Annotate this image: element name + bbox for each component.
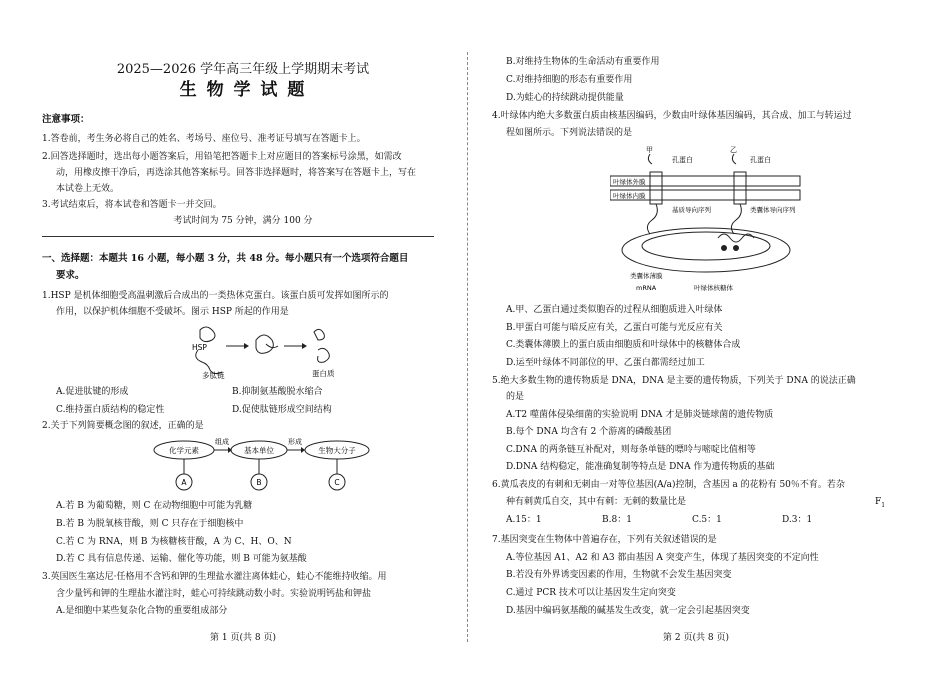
q6-stem-text: 种有刺黄瓜自交，其中有刺：无刺的数量比是: [506, 497, 687, 507]
protein-yi-chain: [732, 154, 736, 164]
subject-title: 生 物 学 试 题: [179, 80, 307, 100]
note-line-3: 动，用橡皮擦干净后，再选涂其他答案标号。回答非选择题时，将答案写在答题卡上，写在: [56, 168, 417, 178]
q7-option-a: A.等位基因 A1、A2 和 A3 都由基因 A 突变产生，体现了基因突变的不定向性: [506, 553, 819, 563]
label-mrna: mRNA: [636, 284, 657, 292]
q1-hsp-figure: [162, 322, 362, 382]
q7-option-b: B.若没有外界诱变因素的作用，生物就不会发生基因突变: [506, 570, 732, 580]
arrow-1-head: [244, 343, 249, 349]
footer-page-1: 第 1 页(共 8 页): [210, 633, 276, 643]
q6-option-a: A.15：1: [506, 515, 542, 525]
label-outer-membrane: 叶绿体外膜: [613, 178, 646, 186]
column-divider: [467, 52, 468, 642]
q3-option-c: C.对维持细胞的形态有重要作用: [506, 75, 633, 85]
imported-protein-jia: [647, 204, 657, 234]
label-pore-1: 孔蛋白: [672, 156, 693, 164]
note-line-4: 本试卷上无效。: [56, 184, 120, 194]
time-info: 考试时间为 75 分钟，满分 100 分: [173, 216, 313, 226]
label-inner-membrane: 叶绿体内膜: [613, 192, 646, 200]
q5-option-c: C.DNA 的两条链互补配对，则每条单链的嘌呤与嘧啶比值相等: [506, 445, 756, 455]
thylakoid-lumen: [642, 232, 770, 260]
q3-option-d: D.为蛙心的持续跳动提供能量: [506, 93, 624, 103]
hsp-label: HSP: [192, 343, 207, 352]
page-2: [492, 0, 900, 673]
node-units-label: 基本单位: [244, 446, 274, 455]
hsp-shape-1: [200, 327, 215, 342]
q4-option-d: D.运至叶绿体不同部位的甲、乙蛋白都需经过加工: [506, 358, 705, 368]
q6-f1-subscript: 1: [881, 501, 886, 509]
q4-stem-1: 4.叶绿体内绝大多数蛋白质由核基因编码，少数由叶绿体基因编码，其合成、加工与转运过: [492, 111, 852, 121]
q1-option-d: D.促使肽链形成空间结构: [232, 405, 332, 415]
label-pore-2: 孔蛋白: [750, 156, 771, 164]
circle-b-label: B: [256, 478, 262, 487]
section-heading-1: 一、选择题：本题共 16 小题，每小题 3 分，共 48 分。每小题只有一个选项符合题目: [42, 253, 409, 264]
label-ribosome: 叶绿体核糖体: [694, 284, 733, 292]
q4-option-a: A.甲、乙蛋白通过类似胞吞的过程从细胞质进入叶绿体: [506, 305, 723, 315]
q6-f1-symbol: [875, 496, 885, 512]
node-macromolecule-label: 生物大分子: [318, 446, 356, 455]
note-line-2: 2.回答选择题时，选出每小题答案后，用铅笔把答题卡上对应题目的答案标号涂黑，如需改: [42, 152, 402, 162]
label-thylakoid-signal: 类囊体导向序列: [750, 206, 796, 214]
label-jia: 甲: [646, 146, 653, 154]
released-hsp: [314, 329, 324, 340]
ribosome-1: [721, 245, 727, 251]
thylakoid-disc: [622, 228, 790, 272]
circle-c-label: C: [334, 478, 340, 487]
q7-option-c: C.通过 PCR 技术可以让基因发生定向突变: [506, 588, 676, 598]
arrow-2-head: [302, 343, 307, 349]
q5-option-b: B.每个 DNA 均含有 2 个游离的磷酸基团: [506, 427, 672, 437]
q1-option-a: A.促进肽键的形成: [56, 387, 129, 397]
q1-stem-1: 1.HSP 是机体细胞受高温刺激后合成出的一类热休克蛋白。该蛋白质可发挥如图所示的: [42, 291, 389, 301]
circle-a-label: A: [181, 478, 187, 487]
q1-option-c: C.维持蛋白质结构的稳定性: [56, 405, 165, 415]
protein-jia-chain: [648, 154, 652, 164]
protein-label: 蛋白质: [312, 369, 335, 378]
section-heading-2: 要求。: [56, 270, 85, 281]
q4-stem-2: 程如图所示。下列说法错误的是: [506, 128, 633, 138]
footer-page-2: 第 2 页(共 8 页): [663, 633, 729, 643]
note-line-1: 1.答卷前，考生务必将自己的姓名、考场号、座位号、准考证号填写在答题卡上。: [42, 134, 366, 144]
q2-option-a: A.若 B 为葡萄糖，则 C 在动物细胞中可能为乳糖: [56, 501, 253, 511]
q6-f1-letter: F: [875, 497, 882, 507]
q3-stem-1: 3.英国医生塞达尼·任格用不含钙和钾的生理盐水灌注离体蛙心，蛙心不能维持收缩。用: [42, 572, 387, 582]
q7-stem: 7.基因突变在生物体中普遍存在，下列有关叙述错误的是: [492, 535, 717, 545]
label-stroma-signal: 基质导向序列: [672, 206, 711, 214]
q5-stem-2: 的是: [506, 392, 525, 402]
q2-option-d: D.若 C 具有信息传递、运输、催化等功能，则 B 可能为氨基酸: [56, 554, 307, 564]
q6-option-d: D.3：1: [782, 515, 813, 525]
q2-option-c: C.若 C 为 RNA，则 B 为核糖核苷酸，A 为 C、H、O、N: [56, 537, 292, 547]
q5-stem-1: 5.绝大多数生物的遗传物质是 DNA，DNA 是主要的遗传物质，下列关于 DNA 的说法正确: [492, 376, 856, 386]
q3-option-a: A.是细胞中某些复杂化合物的重要组成部分: [56, 606, 228, 616]
q3-option-b: B.对维持生物体的生命活动有重要作用: [506, 57, 660, 67]
q1-option-b: B.抑制氨基酸脱水缩合: [232, 387, 323, 397]
q4-option-c: C.类囊体薄膜上的蛋白质由细胞质和叶绿体中的核糖体合成: [506, 340, 741, 350]
label-thylakoid-membrane: 类囊体薄膜: [630, 272, 663, 280]
q7-option-d: D.基因中编码氨基酸的碱基发生改变，就一定会引起基因突变: [506, 606, 750, 616]
peptide-label: 多肽链: [202, 371, 225, 380]
q2-option-b: B.若 B 为脱氧核苷酸，则 C 只存在于细胞核中: [56, 519, 244, 529]
q4-chloroplast-figure: [610, 142, 830, 292]
q5-option-a: A.T2 噬菌体侵染细菌的实验说明 DNA 才是肺炎链球菌的遗传物质: [506, 410, 774, 420]
label-yi: 乙: [730, 146, 737, 154]
folded-protein: [318, 348, 330, 362]
page-1: [42, 0, 444, 673]
header-rule: [42, 236, 434, 237]
q4-option-b: B.甲蛋白可能与暗反应有关，乙蛋白可能与光反应有关: [506, 323, 723, 333]
hsp-complex: [256, 335, 278, 353]
edge-2-label: 形成: [288, 438, 302, 446]
edge-2-head: [301, 447, 305, 453]
notes-heading: 注意事项：: [42, 114, 90, 125]
exam-title: 2025—2026 学年高三年级上学期期末考试: [116, 62, 370, 77]
ribosome-2: [733, 245, 739, 251]
node-elements-label: 化学元素: [169, 446, 199, 455]
q3-stem-2: 含少量钙和钾的生理盐水灌注时，蛙心可持续跳动数小时。实验说明钙盐和钾盐: [56, 589, 372, 599]
q2-concept-map: [152, 436, 372, 496]
q6-stem-2: [506, 496, 686, 508]
q6-option-c: C.5：1: [692, 515, 722, 525]
q5-option-d: D.DNA 结构稳定，能准确复制等特点是 DNA 作为遗传物质的基础: [506, 462, 775, 472]
q6-stem-1: 6.黄瓜表皮的有刺和无刺由一对等位基因(A/a)控制，含基因 a 的花粉有 50％不育。若杂: [492, 480, 845, 490]
q2-stem: 2.关于下列简要概念图的叙述，正确的是: [42, 421, 204, 431]
q6-option-b: B.8：1: [602, 515, 632, 525]
note-line-5: 3.考试结束后，将本试卷和答题卡一并交回。: [42, 200, 222, 210]
edge-1-label: 组成: [215, 438, 229, 446]
q1-stem-2: 作用，以保护机体细胞不受破坏。图示 HSP 所起的作用是: [56, 307, 289, 317]
